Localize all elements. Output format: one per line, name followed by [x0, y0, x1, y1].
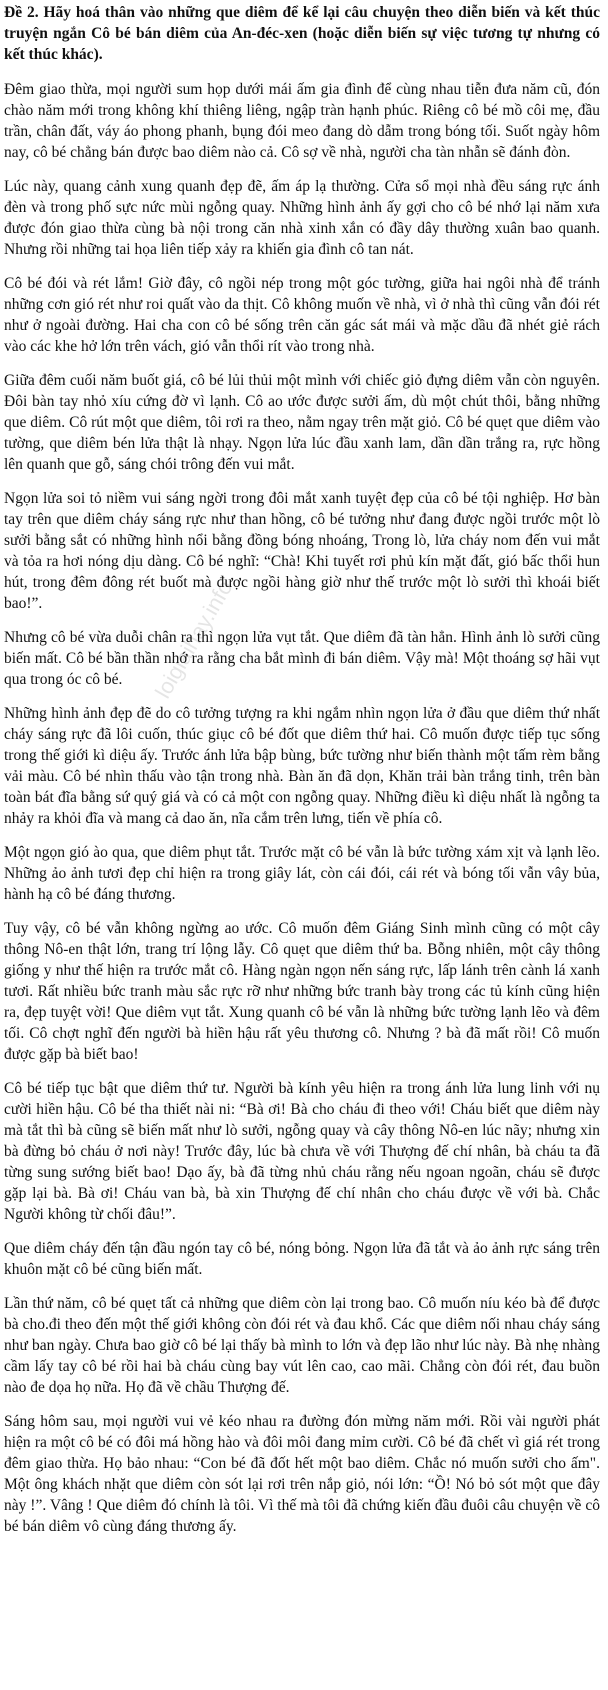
exercise-heading: Đề 2. Hãy hoá thân vào những que diêm để kể lại câu chuyện theo diễn biến và kết thúc truyện ngắn Cô bé bán diêm của An-đéc-xen (hoặc diễn biến sự việc tương tự nhưng có kết thúc khác). — [4, 4, 600, 63]
paragraph: Những hình ảnh đẹp đẽ do cô tưởng tượng ra khi ngắm nhìn ngọn lửa ở đầu que diêm thứ nhất cháy sáng rực đã lôi cuốn, thúc giục cô bé đốt que diêm thứ hai. Cô muốn được tiếp tục sống trong thế giới kì diệu ấy. Trước ánh lửa bập bùng, bức tường như biến thành một tấm rèm bằng vải màu. Cô bé nhìn thấu vào tận trong nhà. Bàn ăn đã dọn, Khăn trải bàn trắng tinh, trên bàn toàn bát đĩa bằng sứ quý giá và có cả một con ngỗng quay. Những điều kì diệu nhất là ngỗng ta nhảy ra khỏi đĩa và mang cả dao ăn, nĩa cắm trên lưng, tiến về phía cô. — [4, 705, 600, 827]
paragraph: Đêm giao thừa, mọi người sum họp dưới mái ấm gia đình để cùng nhau tiễn đưa năm cũ, đón chào năm mới trong không khí thiêng liêng, ngập tràn hạnh phúc. Riêng cô bé mồ côi mẹ, đầu trần, chân đất, váy áo phong phanh, bụng đói meo đang dò dẫm trong bóng tối. Suốt ngày hôm nay, cô bé chẳng bán được bao diêm nào cả. Cô sợ về nhà, người cha tàn nhẫn sẽ đánh đòn. — [4, 81, 600, 161]
paragraph: Sáng hôm sau, mọi người vui vẻ kéo nhau ra đường đón mừng năm mới. Rồi vài người phát hiện ra một cô bé có đôi má hồng hào và đôi môi đang mỉm cười. Cô bé đã chết vì giá rét trong đêm giao thừa. Họ bảo nhau: “Con bé đã đốt hết một bao diêm. Chắc nó muốn sưởi cho ấm". Một ông khách nhặt que diêm còn sót lại rơi trên nắp giỏ, nói lớn: “Ồ! Nó bỏ sót một que đây này !”. Vâng ! Que diêm đó chính là tôi. Vì thế mà tôi đã chứng kiến đầu đuôi câu chuyện về cô bé bán diêm vô cùng đáng thương ấy. — [4, 1413, 600, 1535]
paragraph: Ngọn lửa soi tỏ niềm vui sáng ngời trong đôi mắt xanh tuyệt đẹp của cô bé tội nghiệp. Hơ bàn tay trên que diêm cháy sáng rực như than hồng, cô bé tưởng như đang được ngồi trước một lò sưởi bằng sắt có những hình nổi bằng đồng bóng nhoáng, Trong lò, lửa cháy nom đến vui mắt và tỏa ra hơi nóng dịu dàng. Cô bé nghĩ: “Chà! Khi tuyết rơi phủ kín mặt đất, gió bấc thổi hun hút, trong đêm đông rét buốt mà được ngồi hàng giờ như thế trước một lò sưởi thì khoái biết bao!”. — [4, 490, 600, 612]
paragraph: Giữa đêm cuối năm buốt giá, cô bé lủi thủi một mình với chiếc giỏ đựng diêm vẫn còn nguyên. Đôi bàn tay nhỏ xíu cứng đờ vì lạnh. Cô ao ước được sưởi ấm, dù một chút thôi, bằng những que diêm. Cô rút một que diêm, tôi rơi ra theo, nằm ngay trên mặt giỏ. Cô bé quẹt que diêm vào tường, que diêm bén lửa thật là nhạy. Ngọn lửa lúc đầu xanh lam, dần dần trắng ra, rực hồng lên quanh que gỗ, sáng chói trông đến vui mắt. — [4, 372, 600, 473]
paragraph: Nhưng cô bé vừa duỗi chân ra thì ngọn lửa vụt tắt. Que diêm đã tàn hẳn. Hình ảnh lò sưởi cũng biến mất. Cô bé bần thần nhớ ra rằng cha bắt mình đi bán diêm. Vậy mà! Một thoáng sợ hãi vụt qua trong óc cô bé. — [4, 629, 600, 688]
paragraph: Que diêm cháy đến tận đầu ngón tay cô bé, nóng bỏng. Ngọn lửa đã tắt và ảo ảnh rực sáng trên khuôn mặt cô bé cũng biến mất. — [4, 1240, 600, 1278]
site-watermark: loigiaihay.info — [150, 575, 238, 703]
paragraph: Cô bé tiếp tục bật que diêm thứ tư. Người bà kính yêu hiện ra trong ánh lửa lung linh với nụ cười hiền hậu. Cô bé tha thiết nài ni: “Bà ơi! Bà cho cháu đi theo với! Cháu biết que diêm này mà tắt thì bà cũng sẽ biến mất như lò sưởi, ngỗng quay và cây thông Nô-en lúc nãy; nhưng xin bà đừng bỏ cháu ở nơi này! Trước đây, lúc bà chưa về với Thượng đế chí nhân, bà cháu ta đã từng sung sướng biết bao! Dạo ấy, bà đã từng nhủ cháu rằng nếu ngoan ngoãn, cháu sẽ được gặp lại bà. Bà ơi! Cháu van bà, bà xin Thượng đế chí nhân cho cháu được về với bà. Chắc Người không từ chối đâu!”. — [4, 1080, 600, 1223]
paragraph: Tuy vậy, cô bé vẫn không ngừng ao ước. Cô muốn đêm Giáng Sinh mình cũng có một cây thông Nô-en thật lớn, trang trí lộng lẫy. Cô quẹt que diêm thứ ba. Bỗng nhiên, một cây thông giống y như thế hiện ra trước mắt cô. Hàng ngàn ngọn nến sáng rực, lấp lánh trên cành lá xanh tươi. Rất nhiều bức tranh màu sắc rực rỡ như những bức tranh bày trong các tủ kính cũng hiện ra, đẹp tuyệt vời! Que diêm vụt tắt. Xung quanh cô bé vẫn là những bức tường lạnh lẽo và đêm tối. Cô chợt nghĩ đến người bà hiền hậu rất yêu thương cô. Nhưng ? bà đã mất rồi! Cô muốn được gặp bà biết bao! — [4, 920, 600, 1063]
paragraph: Lần thứ năm, cô bé quẹt tất cả những que diêm còn lại trong bao. Cô muốn níu kéo bà để được bà cho.đi theo đến một thế giới không còn đói rét và đau khổ. Các que diêm nối nhau cháy sáng như ban ngày. Chưa bao giờ cô bé lại thấy bà mình to lớn và đẹp lão như lúc này. Bà nhẹ nhàng cầm lấy tay cô bé rồi hai bà cháu cùng bay vút lên cao, cao mãi. Chẳng còn đói rét, đau buồn nào đe dọa họ nữa. Họ đã về chầu Thượng đế. — [4, 1295, 600, 1396]
paragraph: Cô bé đói và rét lắm! Giờ đây, cô ngồi nép trong một góc tường, giữa hai ngôi nhà để tránh những cơn gió rét như roi quất vào da thịt. Cô không muốn về nhà, vì ở nhà thì cũng vẫn đói rét như ở ngoài đường. Hai cha con cô bé sống trên căn gác sát mái và mặc dầu đã nhét giẻ rách vào các khe hở lớn trên vách, gió vẫn thổi rít vào trong nhà. — [4, 275, 600, 355]
paragraph: Một ngọn gió ào qua, que diêm phụt tắt. Trước mặt cô bé vẫn là bức tường xám xịt và lạnh lẽo. Những ảo ảnh tươi đẹp chỉ hiện ra trong giây lát, còn cái đói, cái rét và bóng tối vẫn vây bủa, hành hạ cô bé đáng thương. — [4, 844, 600, 903]
paragraph: Lúc này, quang cảnh xung quanh đẹp đẽ, ấm áp lạ thường. Cửa sổ mọi nhà đều sáng rực ánh đèn và trong phố sực nức mùi ngỗng quay. Những hình ảnh ấy gợi cho cô bé nhớ lại năm xưa được đón giao thừa cùng bà nội trong căn nhà xinh xắn có đầy dây thường xuân bao quanh. Nhưng rồi những tai họa liên tiếp xảy ra khiến gia đình cô tan nát. — [4, 178, 600, 258]
